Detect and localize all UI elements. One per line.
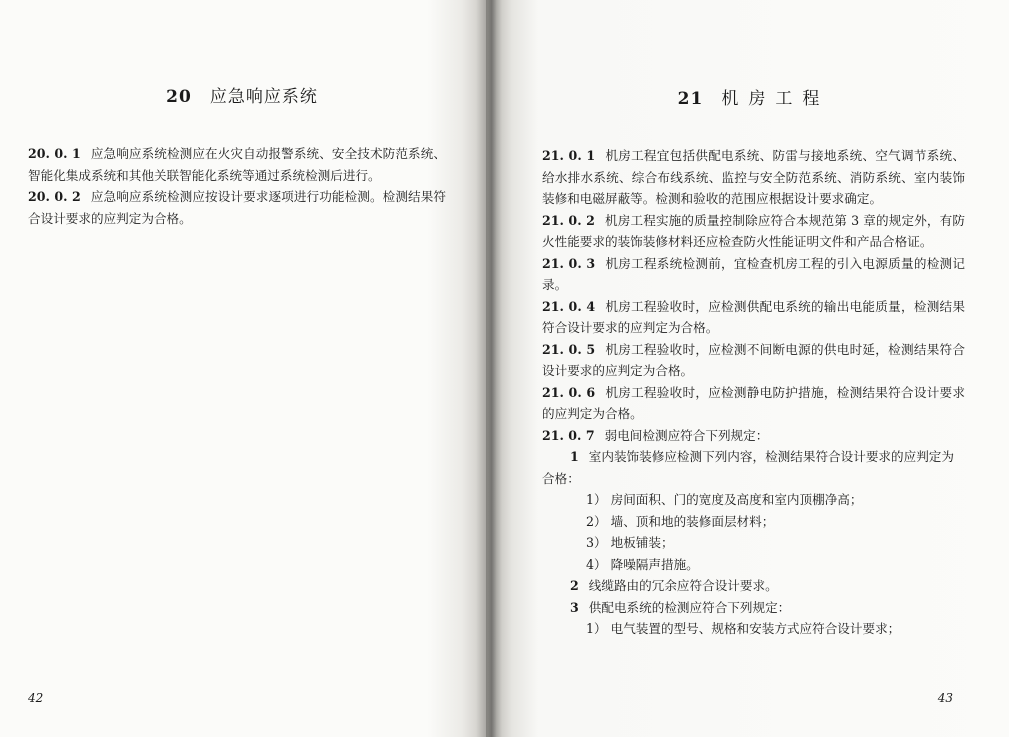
- clause-number: 20. 0. 1: [28, 146, 81, 161]
- item-1: [542, 446, 965, 489]
- item-text: 电气装置的型号、规格和安装方式应符合设计要求；: [610, 621, 901, 636]
- item-number: 2: [570, 578, 579, 593]
- clause-21-0-4: [542, 296, 965, 339]
- item-number: 1）: [586, 492, 607, 507]
- clause-number: 21. 0. 6: [542, 384, 596, 400]
- chapter-title-text: 机房工程: [721, 89, 830, 109]
- clause-number: 21. 0. 5: [542, 341, 596, 357]
- item-number: 1）: [586, 621, 607, 636]
- chapter-21-title: [542, 84, 965, 109]
- item-text: 室内装饰装修应检测下列内容，检测结果符合设计要求的应判定为合格：: [542, 449, 954, 486]
- page-number-left: 42: [28, 691, 44, 705]
- chapter-number: 21: [677, 89, 704, 109]
- item-number: 1: [570, 449, 579, 464]
- book-gutter-shadow: [476, 0, 502, 737]
- clause-number: 21. 0. 7: [542, 427, 595, 443]
- clause-20-0-1: [28, 143, 446, 186]
- item-text: 房间面积、门的宽度及高度和室内顶棚净高；: [610, 492, 863, 507]
- clause-text: 应急响应系统检测应在火灾自动报警系统、安全技术防范系统、智能化集成系统和其他关联智能化系统等通过系统检测后进行。: [28, 146, 447, 183]
- chapter-20-title: [28, 82, 446, 107]
- chapter-title-text: 应急响应系统: [209, 87, 318, 107]
- clause-21-0-5: [542, 339, 965, 382]
- clause-number: 20. 0. 2: [28, 189, 81, 204]
- page-number-right: 43: [937, 691, 953, 705]
- clause-text: 应急响应系统检测应按设计要求逐项进行功能检测。检测结果符合设计要求的应判定为合格。: [28, 189, 447, 226]
- clause-21-0-6: [542, 382, 965, 425]
- chapter-20-clauses: [28, 143, 446, 229]
- subitem-1-1: [542, 489, 965, 511]
- clause-text: 机房工程实施的质量控制除应符合本规范第 3 章的规定外，有防火性能要求的装饰装修材料还应检查防火性能证明文件和产品合格证。: [542, 212, 965, 249]
- clause-number: 21. 0. 3: [542, 255, 596, 271]
- item-number: 2）: [586, 513, 607, 529]
- chapter-number: 20: [166, 87, 192, 107]
- clause-text: 弱电间检测应符合下列规定：: [604, 427, 769, 443]
- item-text: 供配电系统的检测应符合下列规定：: [588, 599, 791, 615]
- clause-20-0-2: [28, 186, 446, 229]
- clause-21-0-7: [542, 425, 965, 447]
- clause-number: 21. 0. 1: [542, 148, 596, 163]
- item-text: 线缆路由的冗余应符合设计要求。: [588, 578, 778, 593]
- item-text: 地板铺装；: [610, 535, 674, 550]
- left-page: [0, 0, 486, 737]
- subitem-1-4: [542, 554, 965, 576]
- clause-number: 21. 0. 4: [542, 298, 596, 314]
- clause-text: 机房工程验收时，应检测静电防护措施，检测结果符合设计要求的应判定为合格。: [542, 384, 965, 421]
- clause-text: 机房工程验收时，应检测不间断电源的供电时延，检测结果符合设计要求的应判定为合格。: [542, 341, 965, 378]
- clause-text: 机房工程系统检测前，宜检查机房工程的引入电源质量的检测记录。: [542, 255, 965, 292]
- item-2: [542, 575, 965, 597]
- clause-number: 21. 0. 2: [542, 212, 595, 228]
- chapter-21-clauses: [542, 145, 965, 640]
- item-text: 降噪隔声措施。: [610, 556, 699, 572]
- subitem-3-1: [542, 618, 965, 640]
- item-text: 墙、顶和地的装修面层材料；: [610, 513, 775, 529]
- subitem-1-2: [542, 511, 965, 533]
- subitem-1-3: [542, 532, 965, 554]
- clause-21-0-1: [542, 145, 965, 210]
- item-number: 3）: [586, 535, 607, 550]
- right-page: [486, 0, 1009, 737]
- clause-21-0-2: [542, 210, 965, 253]
- item-number: 3: [570, 599, 579, 615]
- clause-21-0-3: [542, 253, 965, 296]
- clause-text: 机房工程宜包括供配电系统、防雷与接地系统、空气调节系统、给水排水系统、综合布线系统、监控与安全防范系统、消防系统、室内装饰装修和电磁屏蔽等。检测和验收的范围应根据设计要求确定。: [542, 148, 965, 206]
- item-3: [542, 597, 965, 619]
- clause-text: 机房工程验收时，应检测供配电系统的输出电能质量，检测结果符合设计要求的应判定为合格。: [542, 298, 965, 335]
- item-number: 4）: [586, 556, 607, 572]
